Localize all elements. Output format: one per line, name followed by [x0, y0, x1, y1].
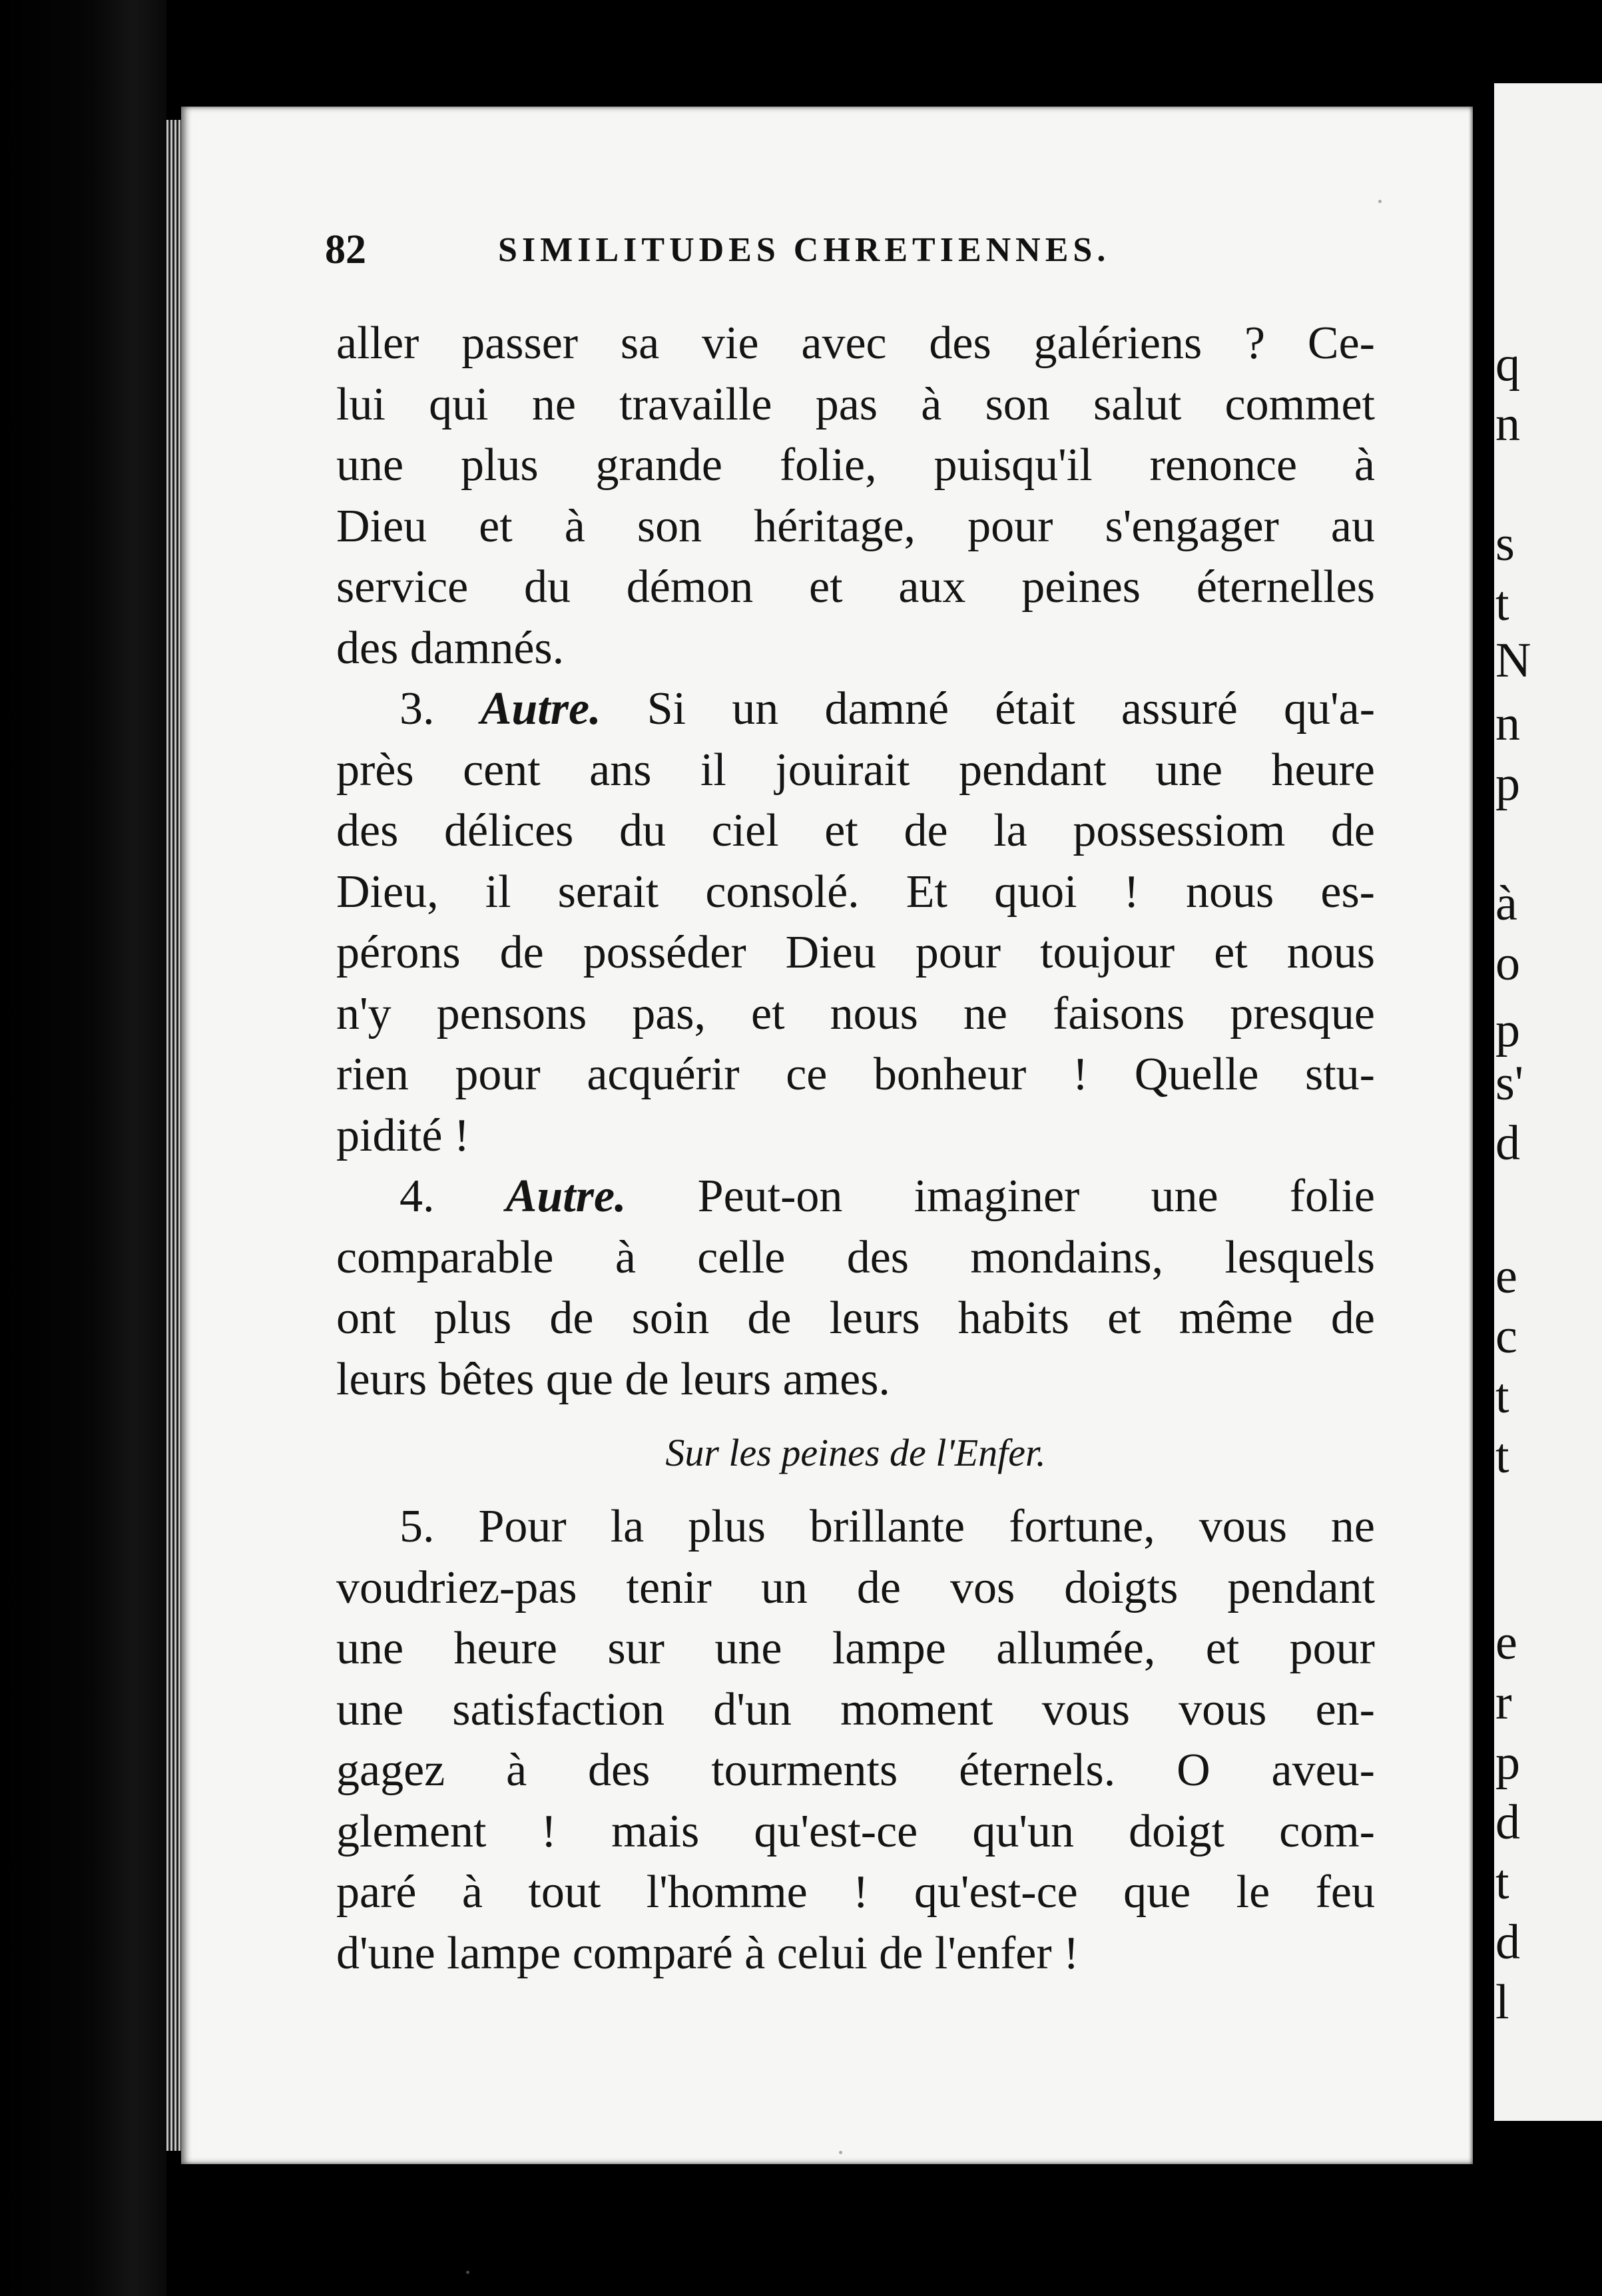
facing-page-letter: q [1495, 337, 1520, 392]
text-line: une plus grande folie, puisqu'il renonce à [336, 439, 1375, 491]
facing-page-letter: o [1495, 936, 1520, 991]
page-number: 82 [325, 227, 366, 272]
facing-page-letter: c [1495, 1309, 1517, 1364]
facing-page [1494, 83, 1602, 2121]
text-line: rien pour acquérir ce bonheur ! Quelle stu- [336, 1049, 1375, 1100]
text-line: ont plus de soin de leurs habits et même de [336, 1292, 1375, 1344]
facing-page-letter: t [1495, 577, 1509, 631]
autre-marker: Autre. [480, 683, 601, 734]
paper-speck [839, 2151, 842, 2154]
facing-page-letter: n [1495, 697, 1520, 751]
text-line: n'y pensons pas, et nous ne faisons presque [336, 988, 1375, 1039]
text-line: voudriez-pas tenir un de vos doigts pendant [336, 1562, 1375, 1613]
book-binding-shadow [0, 0, 166, 2296]
facing-page-letter: p [1495, 756, 1520, 811]
facing-page-letter: N [1495, 633, 1531, 688]
autre-marker: Autre. [505, 1171, 627, 1222]
facing-page-letter: e [1495, 1249, 1517, 1304]
text-line: glement ! mais qu'est-ce qu'un doigt com- [336, 1805, 1375, 1857]
facing-page-letter: d [1495, 1116, 1520, 1171]
running-head: SIMILITUDES CHRETIENNES. [498, 231, 1111, 269]
text-line: service du démon et aux peines éternelles [336, 561, 1375, 613]
body-text [336, 313, 1375, 1984]
text-line: aller passer sa vie avec des galériens ? Ce- [336, 318, 1375, 369]
facing-page-letter: e [1495, 1615, 1517, 1670]
text-line: pérons de posséder Dieu pour toujour et nous [336, 927, 1375, 978]
text-line: Dieu, il serait consolé. Et quoi ! nous es- [336, 866, 1375, 918]
text-line: d'une lampe comparé à celui de l'enfer ! [336, 1927, 1079, 1979]
facing-page-letter: p [1495, 1735, 1520, 1790]
facing-page-letter: r [1495, 1675, 1512, 1730]
paragraph-4-start: 4. Autre. Peut-on imaginer une folie [400, 1171, 1375, 1222]
book-gutter [1473, 87, 1494, 2191]
facing-page-letter: l [1495, 1975, 1509, 2030]
facing-page-letter: t [1495, 1369, 1509, 1424]
text-line: pidité ! [336, 1109, 470, 1161]
facing-page-letter: s [1495, 517, 1515, 571]
page-header [325, 226, 1377, 286]
text-line: une heure sur une lampe allumée, et pour [336, 1623, 1375, 1674]
paper-speck [466, 2271, 469, 2274]
text-line: gagez à des tourments éternels. O aveu- [336, 1745, 1375, 1796]
facing-page-letter: p [1495, 1003, 1520, 1057]
facing-page-letter: t [1495, 1855, 1509, 1910]
text-line: leurs bêtes que de leurs ames. [336, 1353, 890, 1405]
text-line: paré à tout l'homme ! qu'est-ce que le feu [336, 1866, 1375, 1918]
section-heading: Sur les peines de l'Enfer. [665, 1431, 1046, 1474]
text-line: Dieu et à son héritage, pour s'engager au [336, 500, 1375, 552]
text-line: comparable à celle des mondains, lesquels [336, 1231, 1375, 1283]
facing-page-letter: s' [1495, 1056, 1524, 1111]
text-line: lui qui ne travaille pas à son salut commet [336, 378, 1375, 430]
text-line: près cent ans il jouirait pendant une heure [336, 744, 1375, 796]
facing-page-letter: t [1495, 1429, 1509, 1484]
paragraph-5-start: 5. Pour la plus brillante fortune, vous ne [400, 1501, 1375, 1552]
facing-page-letter: d [1495, 1795, 1520, 1850]
paper-speck [1378, 200, 1382, 203]
paragraph-3-start: 3. Autre. Si un damné était assuré qu'a- [400, 683, 1376, 734]
facing-page-letter: à [1495, 876, 1517, 931]
text-line: des damnés. [336, 622, 565, 674]
text-line: des délices du ciel et de la possessiom de [336, 805, 1375, 856]
facing-page-letter: d [1495, 1915, 1520, 1970]
text-line: une satisfaction d'un moment vous vous en- [336, 1683, 1375, 1735]
facing-page-letter: n [1495, 397, 1520, 451]
